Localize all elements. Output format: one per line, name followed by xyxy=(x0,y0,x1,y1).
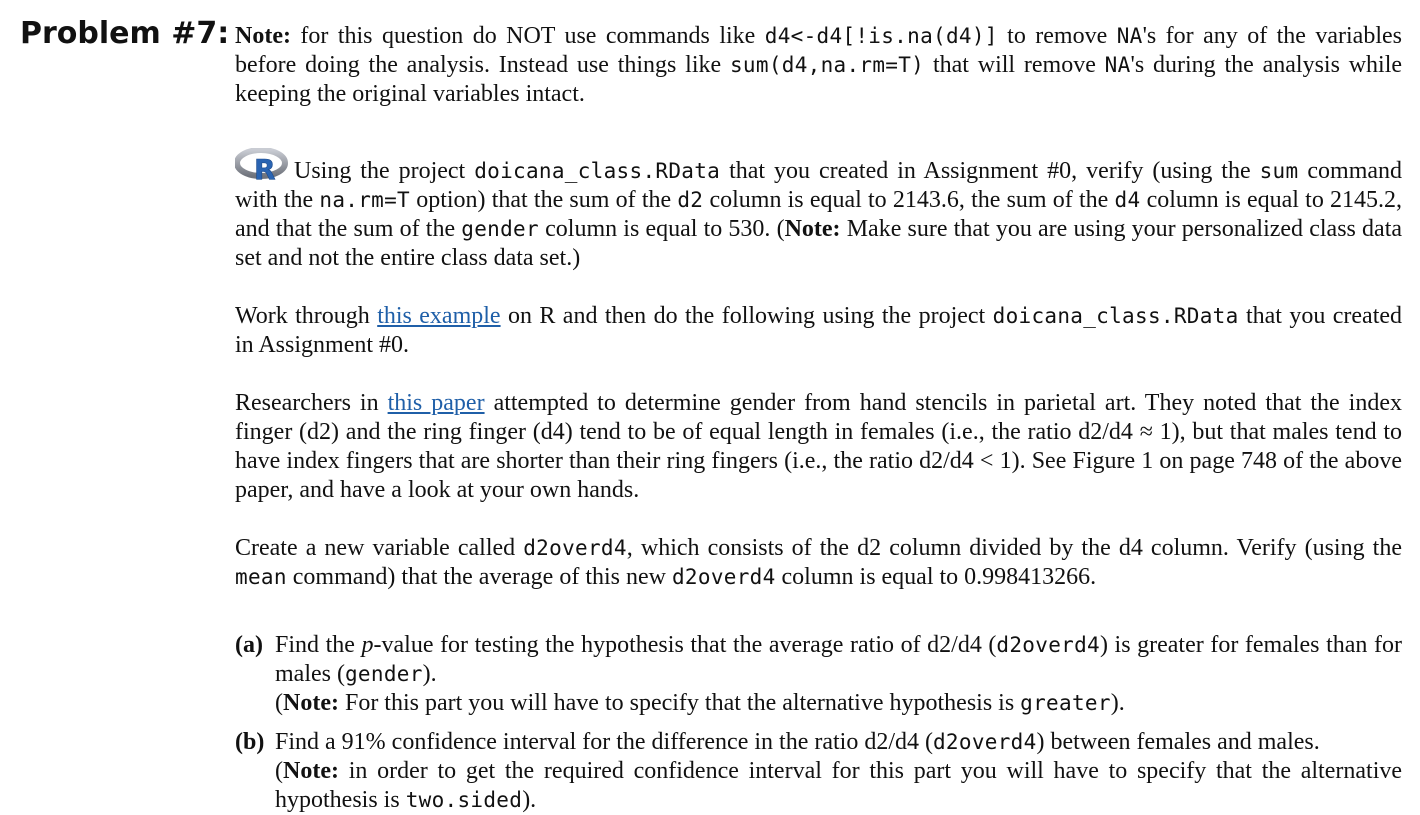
note-text-4: that will remove xyxy=(932,52,1096,78)
note-na-2: NA xyxy=(1104,53,1131,77)
part-a-code-1: d2overd4 xyxy=(996,633,1100,657)
verify-text-8: Make sure that you are using your personalized class data set and not the entire class data set.) xyxy=(235,216,1403,271)
verify-text-7: column is equal to 530. ( xyxy=(545,216,785,242)
work-text-3: that you created in Assignment #0. xyxy=(235,303,1403,358)
note-paragraph xyxy=(235,22,1402,109)
note-text-2: to remove xyxy=(1007,23,1108,49)
r-logo-icon xyxy=(235,148,288,186)
part-b-text-2: ) between females and males. xyxy=(1036,729,1320,755)
note-label: Note: xyxy=(235,23,291,49)
part-a-text-4: ). xyxy=(422,661,437,687)
verify-code-4: d2 xyxy=(677,188,704,212)
part-a-note-open: ( xyxy=(275,690,283,716)
part-b-text-4: ). xyxy=(522,787,537,813)
verify-code-6: gender xyxy=(461,217,539,241)
part-a-text-2: -value for testing the hypothesis that the average ratio of d2/d4 ( xyxy=(373,632,997,658)
note-text-3: 's for any of the variables before doing the analysis. Instead use things like xyxy=(235,23,1402,78)
create-paragraph xyxy=(235,534,1402,592)
create-text-1: Create a new variable called xyxy=(235,535,516,561)
create-code-3: d2overd4 xyxy=(671,565,776,589)
verify-code-5: d4 xyxy=(1114,188,1141,212)
note-code-2: sum(d4,na.rm=T) xyxy=(729,53,925,77)
work-text-2: on R and then do the following using the project xyxy=(507,303,986,329)
part-a-note-label: Note: xyxy=(283,690,339,716)
work-text-1: Work through xyxy=(235,303,370,329)
problem-title: Problem #7: xyxy=(20,16,230,51)
research-text-2: attempted to determine gender from hand stencils in parietal art. They noted that the index finger (d2) and the ring finger (d4) tend to be of equal length in females (i.e., the ratio d2/d4 ≈ 1), but that males tend to have index fingers that are shorter than their ring fingers (i.e., the ratio d2/d4 < 1). See Figure 1 on page 748 of the above paper, and have a look at your own hands. xyxy=(235,390,1403,503)
r-logo-letter: R xyxy=(254,153,276,186)
verify-text-1: Using the project xyxy=(294,158,466,184)
part-a-code-2: gender xyxy=(344,662,423,686)
part-a-text-3: ) is greater for females than for males ( xyxy=(275,632,1402,687)
part-b-code-2: two.sided xyxy=(405,788,523,812)
example-link[interactable]: this example xyxy=(377,303,501,329)
problem-content xyxy=(235,22,1402,815)
verify-text-4: option) that the sum of the xyxy=(416,187,672,213)
create-code-2: mean xyxy=(235,565,287,589)
part-b-code-1: d2overd4 xyxy=(932,730,1037,754)
part-b-text-1: Find a 91% confidence interval for the difference in the ratio d2/d4 ( xyxy=(275,729,933,755)
create-code-1: d2overd4 xyxy=(523,536,627,560)
part-b-text-3: in order to get the required confidence interval for this part you will have to specify that the alternative hypothesis is xyxy=(275,758,1403,813)
note-code-1: d4<-d4[!is.na(d4)] xyxy=(764,24,998,48)
verify-text-5: column is equal to 2143.6, the sum of the xyxy=(709,187,1109,213)
verify-code-3: na.rm=T xyxy=(319,188,410,212)
part-a-label: (a) xyxy=(235,632,263,658)
create-text-2: , which consists of the d2 column divided by the d4 column. Verify (using the xyxy=(626,535,1402,561)
part-a-note xyxy=(275,689,1402,718)
part-a xyxy=(235,631,1402,718)
note-text-1: for this question do NOT use commands like xyxy=(300,23,756,49)
part-b-label: (b) xyxy=(235,729,265,755)
verify-text-3: command with the xyxy=(235,158,1403,213)
part-b-question xyxy=(275,728,1402,757)
verify-code-2: sum xyxy=(1259,159,1299,183)
part-b-note xyxy=(275,757,1402,815)
verify-note-label: Note: xyxy=(784,216,841,242)
work-paragraph xyxy=(235,302,1402,360)
part-a-text-5: For this part you will have to specify that the alternative hypothesis is xyxy=(344,690,1015,716)
part-b xyxy=(235,728,1402,815)
part-a-question xyxy=(275,631,1402,689)
note-na-1: NA xyxy=(1116,24,1143,48)
note-text-5: 's during the analysis while keeping the original variables intact. xyxy=(235,52,1403,107)
research-text-1: Researchers in xyxy=(235,390,379,416)
verify-code-1: doicana_class.RData xyxy=(474,159,721,183)
part-a-text-6: ). xyxy=(1110,690,1125,716)
verify-text-2: that you created in Assignment #0, verify (using the xyxy=(729,158,1251,184)
part-a-code-3: greater xyxy=(1020,691,1111,715)
verify-text-6: column is equal to 2145.2, and that the sum of the xyxy=(235,187,1403,242)
part-a-text-1: Find the xyxy=(275,632,355,658)
work-code-1: doicana_class.RData xyxy=(992,304,1239,328)
verify-paragraph xyxy=(235,148,1402,273)
p-italic: p xyxy=(361,632,374,658)
part-b-note-open: ( xyxy=(275,758,283,784)
paper-link[interactable]: this paper xyxy=(387,390,485,416)
create-text-4: column is equal to 0.998413266. xyxy=(781,564,1097,590)
part-b-note-label: Note: xyxy=(283,758,339,784)
create-text-3: command) that the average of this new xyxy=(292,564,666,590)
research-paragraph xyxy=(235,389,1402,505)
